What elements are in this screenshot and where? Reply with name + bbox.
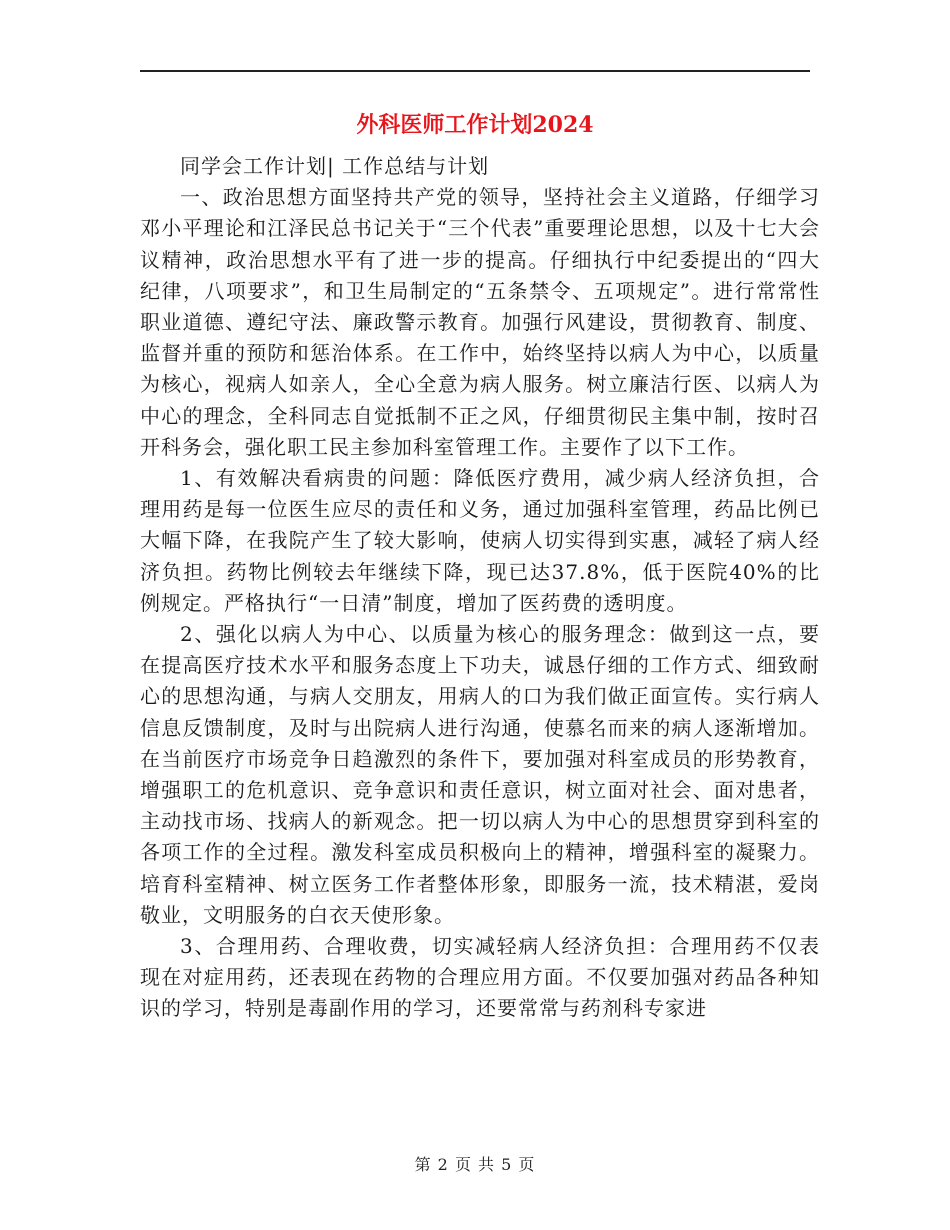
paragraph-item-3: 3、合理用药、合理收费，切实减轻病人经济负担：合理用药不仅表现在对症用药，还表现在药物的合理应用方面。不仅要加强对药品各种知识的学习，特别是毒副作用的学习，还要常常与药剂科专家进 xyxy=(140,934,820,1021)
header-rule xyxy=(140,70,810,72)
subtitle-line: 同学会工作计划| 工作总结与计划 xyxy=(180,154,490,178)
document-body xyxy=(140,151,820,1025)
paragraph-political: 一、政治思想方面坚持共产党的领导，坚持社会主义道路，仔细学习邓小平理论和江泽民总书记关于“三个代表”重要理论思想，以及十七大会议精神，政治思想水平有了进一步的提高。仔细执行中纪委提出的“四大纪律，八项要求”，和卫生局制定的“五条禁令、五项规定”。进行常常性职业道德、遵纪守法、廉政警示教育。加强行风建设，贯彻教育、制度、监督并重的预防和惩治体系。在工作中，始终坚持以病人为中心，以质量为核心，视病人如亲人，全心全意为病人服务。树立廉洁行医、以病人为中心的理念，全科同志自觉抵制不正之风，仔细贯彻民主集中制，按时召开科务会，强化职工民主参加科室管理工作。主要作了以下工作。 xyxy=(140,185,820,459)
paragraph-item-2: 2、强化以病人为中心、以质量为核心的服务理念：做到这一点，要在提高医疗技术水平和服务态度上下功夫，诚恳仔细的工作方式、细致耐心的思想沟通，与病人交朋友，用病人的口为我们做正面宣传。实行病人信息反馈制度，及时与出院病人进行沟通，使慕名而来的病人逐渐增加。在当前医疗市场竞争日趋激烈的条件下，要加强对科室成员的形势教育，增强职工的危机意识、竞争意识和责任意识，树立面对社会、面对患者，主动找市场、找病人的新观念。把一切以病人为中心的思想贯穿到科室的各项工作的全过程。激发科室成员积极向上的精神，增强科室的凝聚力。培育科室精神、树立医务工作者整体形象，即服务一流，技术精湛，爱岗敬业，文明服务的白衣天使形象。 xyxy=(140,622,820,927)
page-number: 第 2 页 共 5 页 xyxy=(414,1155,536,1174)
document-title: 外科医师工作计划2024 xyxy=(356,112,594,138)
paragraph-item-1: 1、有效解决看病贵的问题：降低医疗费用，减少病人经济负担，合理用药是每一位医生应尽的责任和义务，通过加强科室管理，药品比例已大幅下降，在我院产生了较大影响，使病人切实得到实惠，减轻了病人经济负担。药物比例较去年继续下降，现已达37.8%，低于医院40%的比例规定。严格执行“一日清”制度，增加了医药费的透明度。 xyxy=(140,466,820,615)
